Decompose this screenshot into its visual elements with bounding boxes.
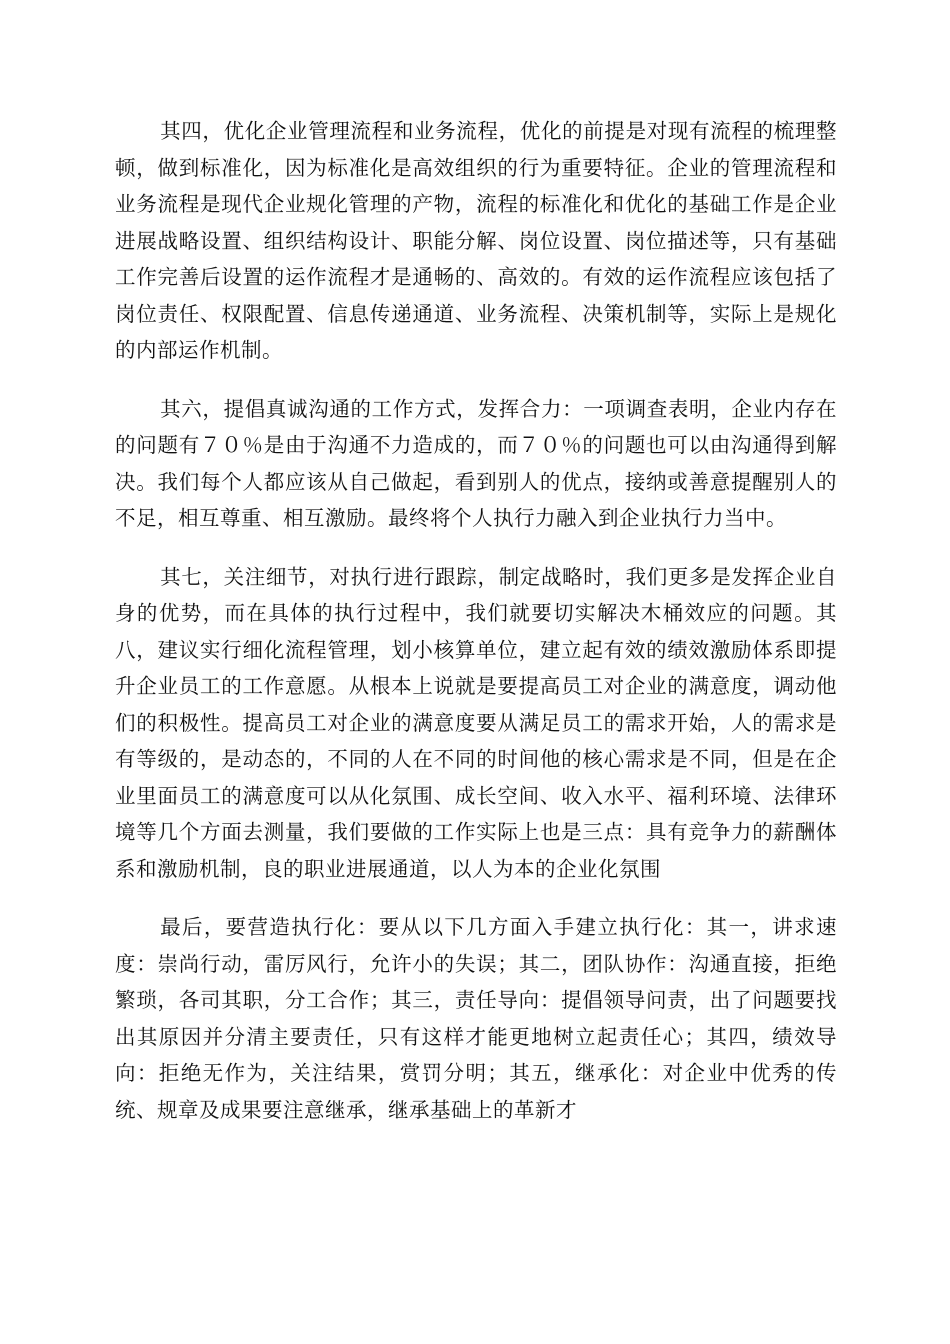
paragraph-communication: 其六，提倡真诚沟通的工作方式，发挥合力：一项调查表明，企业内存在的问题有７０％是由于沟通不力造成的，而７０％的问题也可以由沟通得到解决。我们每个人都应该从自己做起，看到别人的优点，接纳或善意提醒别人的不足，相互尊重、相互激励。最终将个人执行力融入到企业执行力当中。 xyxy=(115,396,837,530)
paragraph-process-optimization: 其四，优化企业管理流程和业务流程，优化的前提是对现有流程的梳理整顿，做到标准化，因为标准化是高效组织的行为重要特征。企业的管理流程和业务流程是现代企业规化管理的产物，流程的标准化和优化的基础工作是企业进展战略设置、组织结构设计、职能分解、岗位设置、岗位描述等，只有基础工作完善后设置的运作流程才是通畅的、高效的。有效的运作流程应该包括了岗位责任、权限配置、信息传递通道、业务流程、决策机制等，实际上是规化的内部运作机制。 xyxy=(115,119,837,362)
paragraph-detail-tracking: 其七，关注细节，对执行进行跟踪，制定战略时，我们更多是发挥企业自身的优势，而在具体的执行过程中，我们就要切实解决木桶效应的问题。其八，建议实行细化流程管理，划小核算单位，建立起有效的绩效激励体系即提升企业员工的工作意愿。从根本上说就是要提高员工对企业的满意度，调动他们的积极性。提高员工对企业的满意度要从满足员工的需求开始，人的需求是有等级的，是动态的，不同的人在不同的时间他的核心需求是不同，但是在企业里面员工的满意度可以从化氛围、成长空间、收入水平、福利环境、法律环境等几个方面去测量，我们要做的工作实际上也是三点：具有竞争力的薪酬体系和激励机制，良的职业进展通道，以人为本的企业化氛围 xyxy=(115,564,837,881)
document-body xyxy=(115,113,837,1150)
paragraph-execution-culture: 最后，要营造执行化：要从以下几方面入手建立执行化：其一，讲求速度：崇尚行动，雷厉风行，允许小的失误；其二，团队协作：沟通直接，拒绝繁琐，各司其职，分工合作；其三，责任导向：提倡领导问责，出了问题要找出其原因并分清主要责任，只有这样才能更地树立起责任心；其四，绩效导向：拒绝无作为，关注结果，赏罚分明；其五，继承化：对企业中优秀的传统、规章及成果要注意继承，继承基础上的革新才 xyxy=(115,915,837,1122)
